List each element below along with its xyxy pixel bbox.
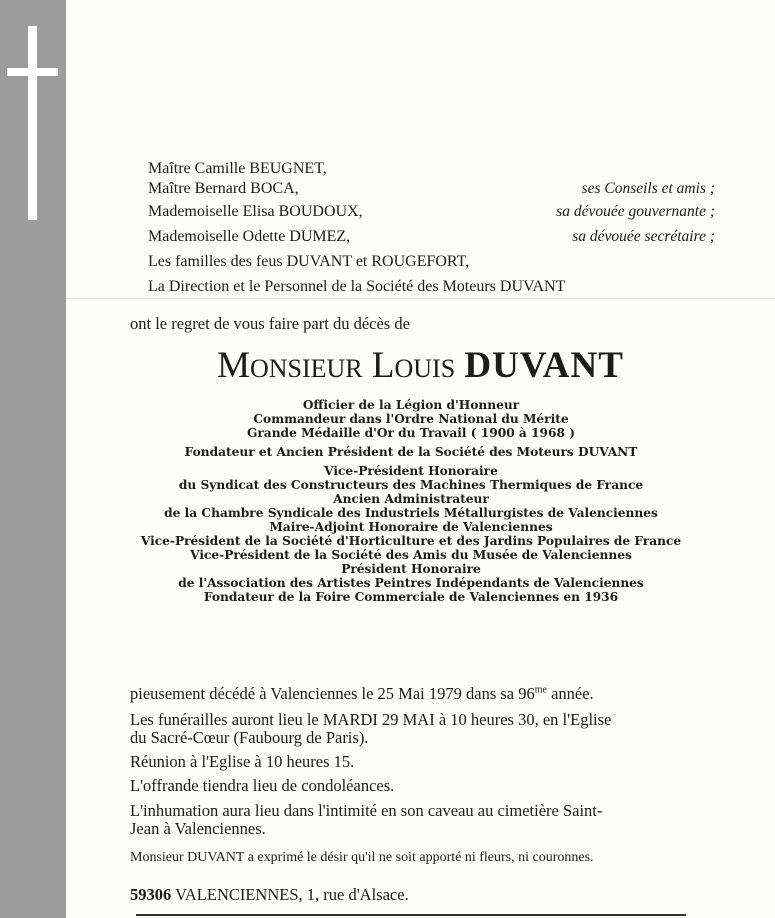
family-line-3: Mademoiselle Elisa BOUDOUX, [148, 203, 363, 220]
funeral-line-1: Les funérailles auront lieu le MARDI 29 MAI à 10 heures 30, en l'Eglise [130, 710, 612, 729]
inhumation-line-1: L'inhumation aura lieu dans l'intimité en son caveau au cimetière Saint- [130, 801, 603, 820]
title-line: Grande Médaille d'Or du Travail ( 1900 à 1968 ) [246, 426, 576, 440]
family-role-3: sa dévouée gouvernante ; [556, 203, 715, 220]
honorific-titles [66, 398, 756, 604]
flowers-note: Monsieur DUVANT a exprimé le désir qu'il ne soit apporté ni fleurs, ni couronnes. [130, 850, 594, 865]
death-ordinal: me [534, 684, 547, 696]
family-line-4: Mademoiselle Odette DUMEZ, [148, 228, 351, 245]
title-line: Vice-Président de la Société d'Horticulture et des Jardins Populaires de France [140, 534, 682, 548]
family-line-2: Maître Bernard BOCA, [148, 180, 299, 197]
gray-side-band [0, 0, 66, 918]
title-line: Maire-Adjoint Honoraire de Valenciennes [269, 520, 553, 534]
deceased-first-name: Monsieur Louis [217, 345, 456, 386]
inhumation-line-2: Jean à Valenciennes. [130, 819, 266, 838]
family-line-1: Maître Camille BEUGNET, [148, 160, 327, 177]
title-line: Vice-Président Honoraire [324, 464, 498, 478]
paper-fold-line [66, 298, 775, 299]
title-line: du Syndicat des Constructeurs des Machines Thermiques de France [178, 478, 644, 492]
reunion-line: Réunion à l'Eglise à 10 heures 15. [130, 752, 355, 771]
title-line: Fondateur et Ancien Président de la Société des Moteurs DUVANT [184, 445, 638, 459]
title-line: Vice-Président de la Société des Amis du Musée de Valenciennes [190, 548, 632, 562]
title-line: de l'Association des Artistes Peintres Indépendants de Valenciennes [178, 576, 644, 590]
address-street: VALENCIENNES, 1, rue d'Alsace. [171, 885, 409, 904]
funeral-line-2: du Sacré-Cœur (Faubourg de Paris). [130, 728, 369, 747]
family-role-2: ses Conseils et amis ; [581, 180, 715, 197]
deceased-name [66, 344, 775, 387]
title-line: Fondateur de la Foire Commerciale de Valenciennes en 1936 [203, 590, 619, 604]
title-line: Président Honoraire [341, 562, 481, 576]
address-postcode: 59306 [130, 885, 172, 904]
deceased-last-name: DUVANT [464, 345, 624, 386]
cross-bar [7, 68, 58, 76]
title-line: Officier de la Légion d'Honneur [302, 398, 520, 412]
death-line [130, 684, 594, 704]
regret-line: ont le regret de vous faire part du décès de [130, 314, 410, 333]
family-role-4: sa dévouée secrétaire ; [572, 228, 715, 245]
cross-icon [28, 26, 37, 220]
title-line: Ancien Administrateur [333, 492, 489, 506]
bottom-rule [136, 914, 686, 916]
address-line [130, 885, 409, 905]
title-line: de la Chambre Syndicale des Industriels Métallurgistes de Valenciennes [164, 506, 658, 520]
death-text-end: année. [546, 684, 594, 703]
family-line-6: La Direction et le Personnel de la Société des Moteurs DUVANT [148, 278, 566, 295]
offrande-line: L'offrande tiendra lieu de condoléances. [130, 776, 395, 795]
death-text: pieusement décédé à Valenciennes le 25 Mai 1979 dans sa 96 [130, 684, 535, 703]
family-line-5: Les familles des feus DUVANT et ROUGEFORT, [148, 253, 470, 270]
title-line: Commandeur dans l'Ordre National du Mérite [253, 412, 569, 426]
